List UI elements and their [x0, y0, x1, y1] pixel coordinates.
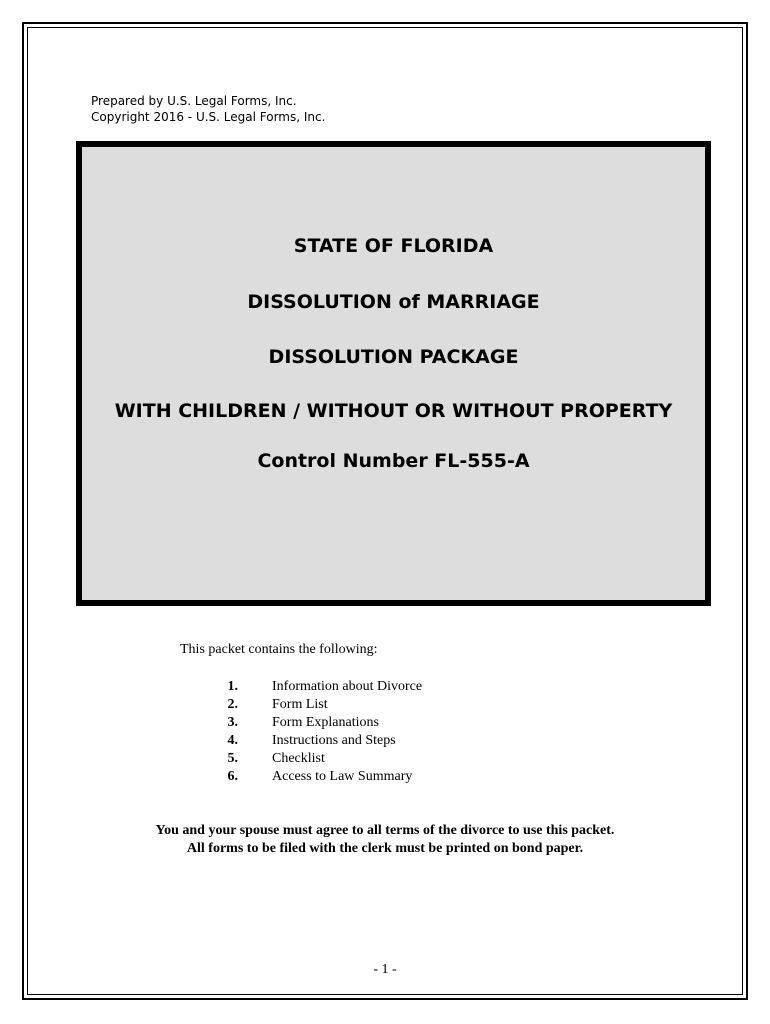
list-item-number: 5. [227, 751, 238, 766]
list-item-number: 2. [227, 697, 238, 712]
list-item [200, 696, 422, 714]
variant-title: WITH CHILDREN / WITHOUT OR WITHOUT PROPERTY [114, 400, 673, 422]
list-item-label: Access to Law Summary [272, 769, 413, 784]
prepared-by-text: Prepared by U.S. Legal Forms, Inc. [91, 94, 297, 108]
list-item-label: Form List [272, 697, 328, 712]
state-title: STATE OF FLORIDA [293, 235, 494, 257]
notice-line-bond-paper: All forms to be filed with the clerk must be printed on bond paper. [186, 841, 584, 856]
notice-block [0, 822, 770, 858]
title-box [76, 141, 711, 606]
list-item-label: Instructions and Steps [272, 733, 396, 748]
contents-intro: This packet contains the following: [180, 642, 378, 657]
list-item [200, 768, 422, 786]
list-item [200, 714, 422, 732]
list-item [200, 750, 422, 768]
package-title: DISSOLUTION PACKAGE [268, 346, 519, 368]
list-item [200, 678, 422, 696]
list-item-label: Checklist [272, 751, 325, 766]
notice-line-agreement: You and your spouse must agree to all terms of the divorce to use this packet. [155, 823, 615, 838]
list-item-number: 1. [227, 679, 238, 694]
list-item [200, 732, 422, 750]
prepared-by-block [91, 93, 325, 125]
list-item-number: 4. [227, 733, 238, 748]
list-item-label: Form Explanations [272, 715, 379, 730]
page-number: - 1 - [373, 962, 397, 977]
copyright-text: Copyright 2016 - U.S. Legal Forms, Inc. [91, 110, 326, 124]
list-item-number: 3. [227, 715, 238, 730]
subject-title: DISSOLUTION of MARRIAGE [247, 291, 540, 313]
control-number: Control Number FL-555-A [257, 450, 530, 472]
list-item-number: 6. [227, 769, 238, 784]
list-item-label: Information about Divorce [272, 679, 423, 694]
contents-list [200, 678, 422, 786]
